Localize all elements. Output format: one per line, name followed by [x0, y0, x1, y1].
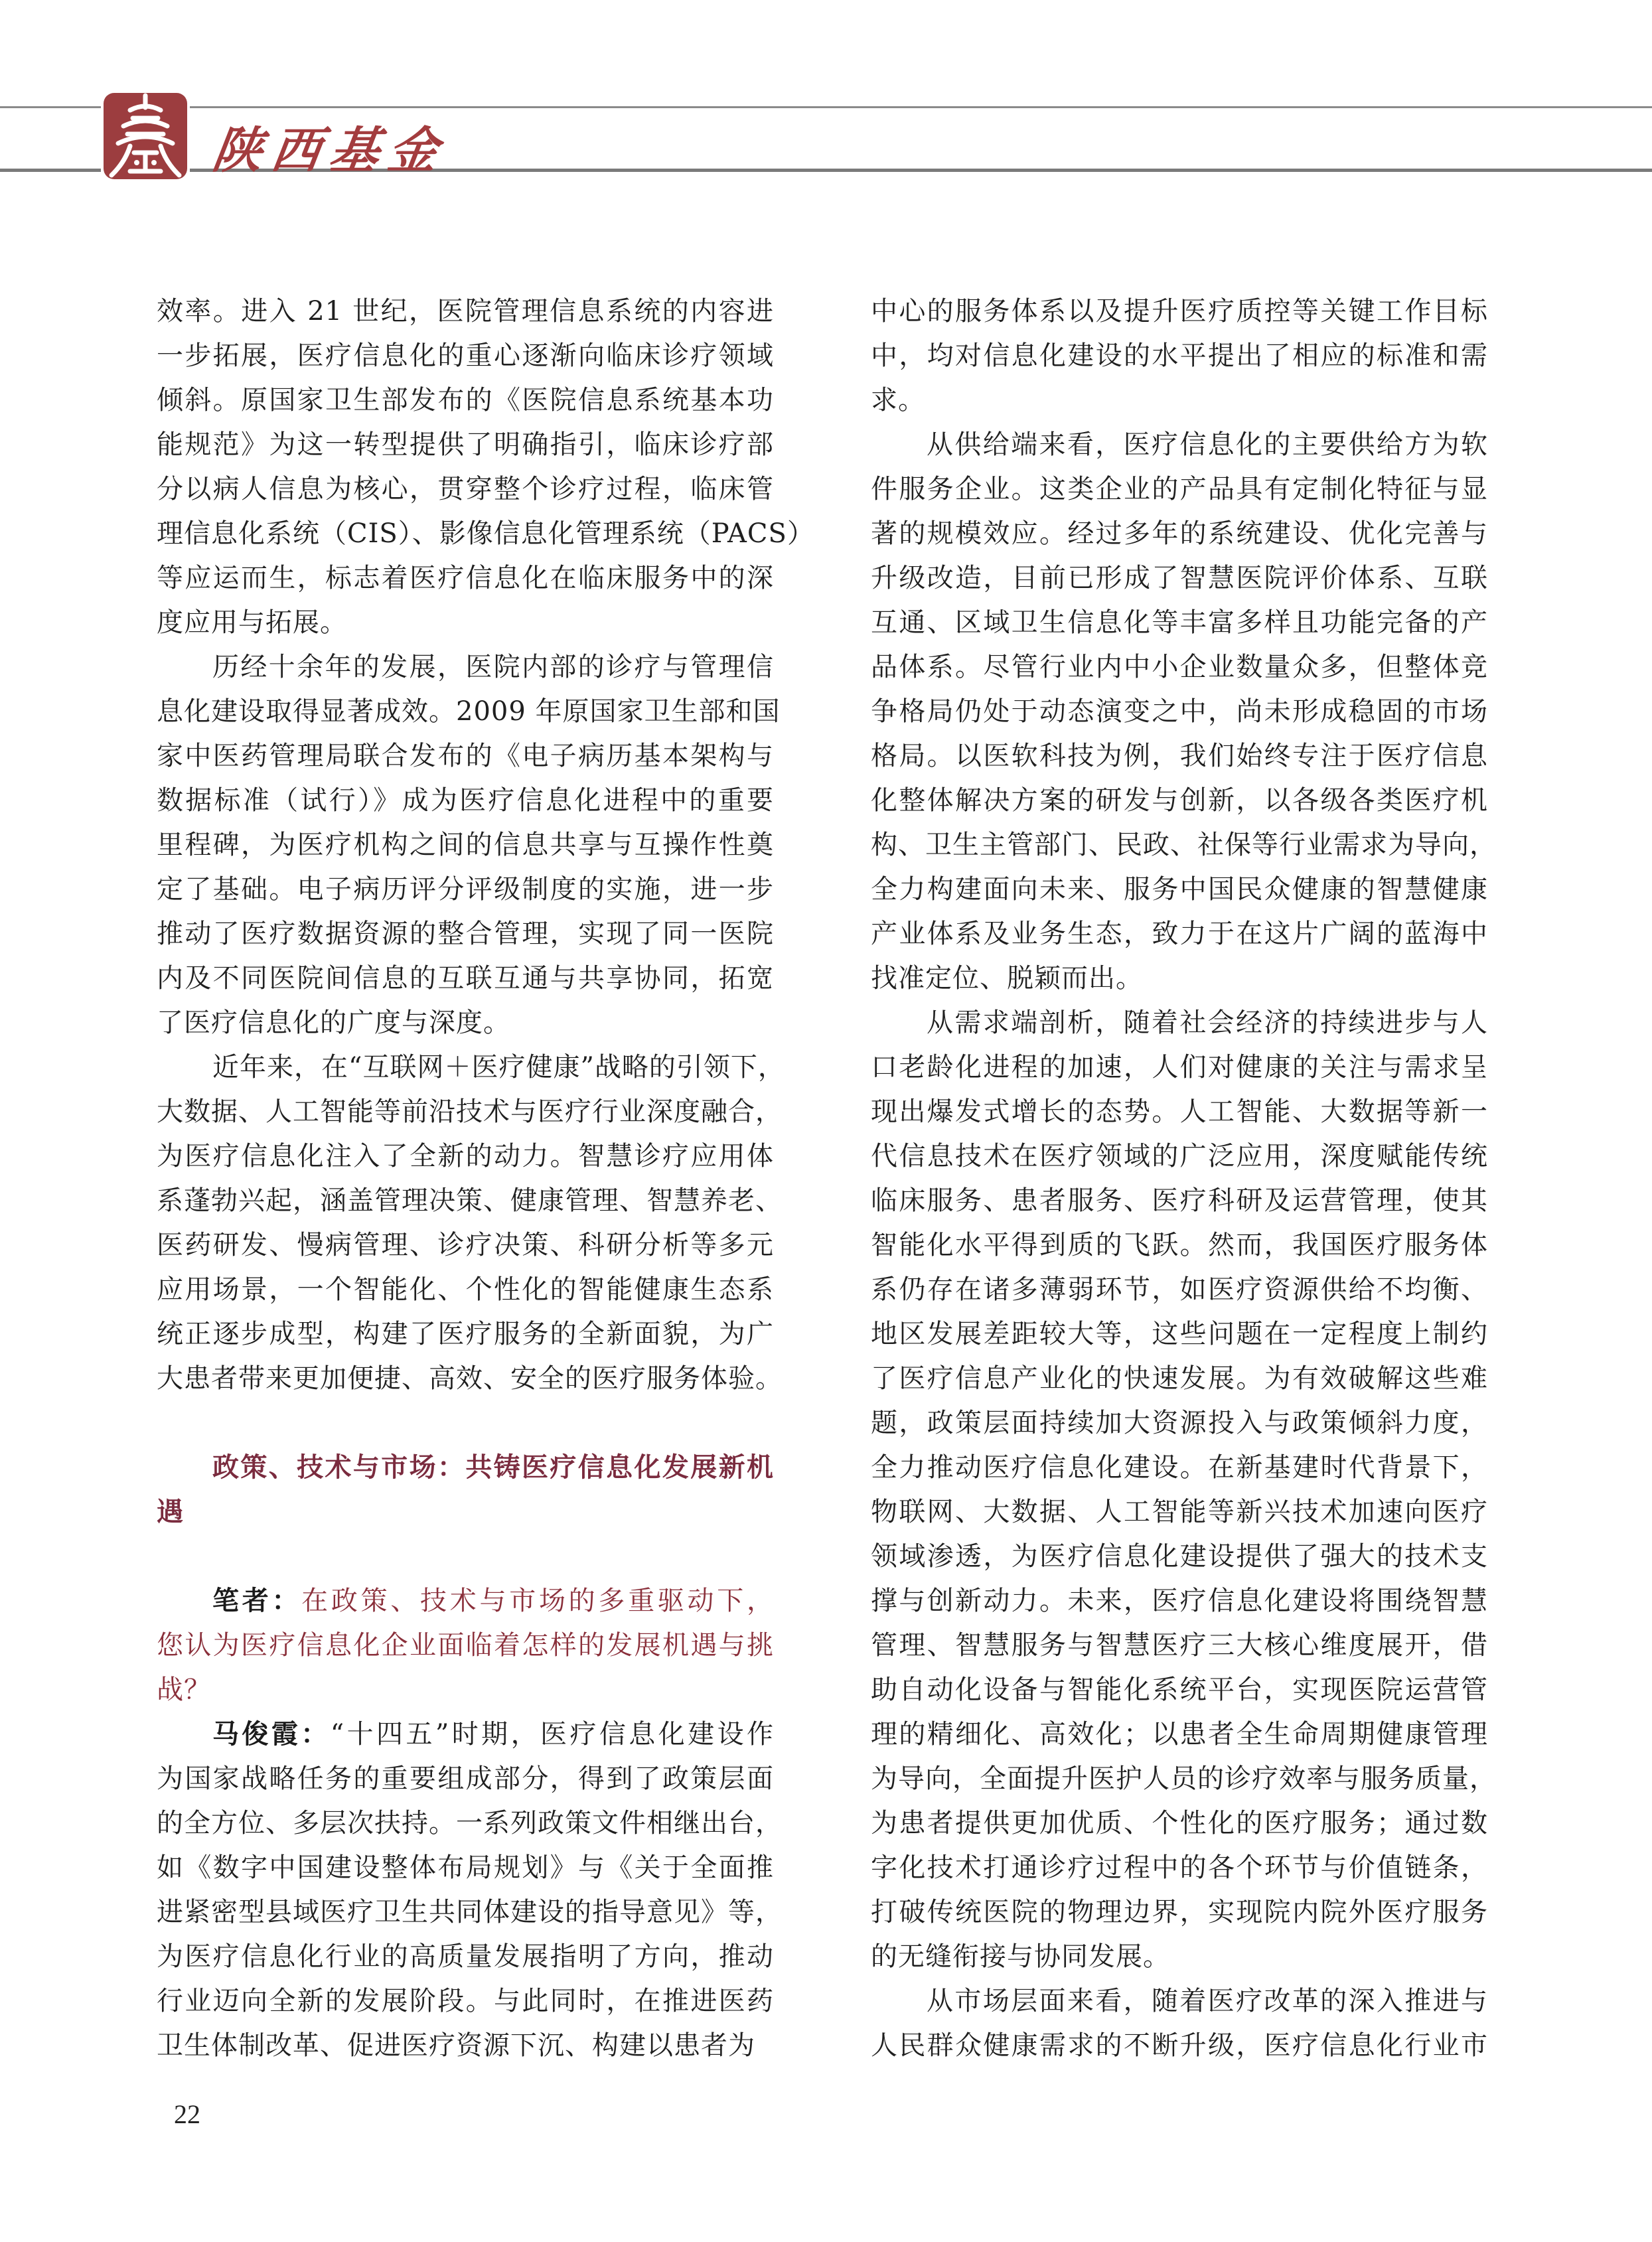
paragraph: [871, 289, 1488, 423]
text-line: 撑与创新动力。未来，医疗信息化建设将围绕智慧: [871, 1586, 1488, 1616]
text-line: 数据标准（试行）》成为医疗信息化进程中的重要: [157, 785, 774, 816]
text-line: 分以病人信息为核心，贯穿整个诊疗过程，临床管: [157, 474, 774, 504]
text-line: 政策、技术与市场：共铸医疗信息化发展新机: [212, 1452, 774, 1483]
text-line: 争格局仍处于动态演变之中，尚未形成稳固的市场: [871, 696, 1488, 727]
text-line: 进紧密型县域医疗卫生共同体建设的指导意见》等，: [157, 1897, 783, 1927]
text-line: 临床服务、患者服务、医疗科研及运营管理，使其: [871, 1185, 1488, 1216]
text-line: 从市场层面来看，随着医疗改革的深入推进与: [927, 1986, 1488, 2016]
text-line: 管理、智慧服务与智慧医疗三大核心维度展开，借: [871, 1630, 1488, 1661]
text-line: 定了基础。电子病历评分评级制度的实施，进一步: [157, 874, 774, 905]
text-line: 了医疗信息产业化的快速发展。为有效破解这些难: [871, 1363, 1488, 1394]
section-heading: [157, 1446, 774, 1534]
logo: [101, 92, 190, 181]
text-line: 一步拓展，医疗信息化的重心逐渐向临床诊疗领域: [157, 340, 774, 371]
paragraph: [871, 1001, 1497, 1979]
text-line: 字化技术打通诊疗过程中的各个环节与价值链条，: [871, 1852, 1488, 1883]
text-line: 了医疗信息化的广度与深度。: [157, 1008, 510, 1038]
text-line: 中，均对信息化建设的水平提出了相应的标准和需: [871, 340, 1488, 371]
text-line: 件服务企业。这类企业的产品具有定制化特征与显: [871, 474, 1488, 504]
text-line: 统正逐步成型，构建了医疗服务的全新面貌，为广: [157, 1319, 774, 1349]
paragraph: [871, 1979, 1488, 2068]
text-line: 里程碑，为医疗机构之间的信息共享与互操作性奠: [157, 830, 774, 860]
paragraph: [157, 1045, 785, 1401]
text-line: 著的规模效应。经过多年的系统建设、优化完善与: [871, 518, 1488, 549]
text-line: 代信息技术在医疗领域的广泛应用，深度赋能传统: [871, 1141, 1488, 1171]
text-line: 应用场景，一个智能化、个性化的智能健康生态系: [157, 1274, 774, 1305]
line-text: “十四五”时期，医疗信息化建设作: [330, 1719, 775, 1750]
paragraph: [871, 423, 1497, 1001]
text-line: 现出爆发式增长的态势。人工智能、大数据等新一: [871, 1096, 1488, 1127]
text-line: 理信息化系统（CIS）、影像信息化管理系统（PACS）: [157, 518, 814, 549]
right-column: [871, 289, 1497, 2068]
text-line: 推动了医疗数据资源的整合管理，实现了同一医院: [157, 919, 774, 949]
text-line: 为导向，全面提升医护人员的诊疗效率与服务质量，: [871, 1763, 1497, 1794]
text-line: 找准定位、脱颖而出。: [871, 963, 1143, 994]
text-line: 为患者提供更加优质、个性化的医疗服务；通过数: [871, 1808, 1488, 1838]
text-line: 理的精细化、高效化；以患者全生命周期健康管理: [871, 1719, 1488, 1750]
text-line: 卫生体制改革、促进医疗资源下沉、构建以患者为: [157, 2030, 755, 2061]
text-line: 为医疗信息化行业的高质量发展指明了方向，推动: [157, 1941, 774, 1972]
text-line: 物联网、大数据、人工智能等新兴技术加速向医疗: [871, 1497, 1488, 1527]
text-line: 您认为医疗信息化企业面临着怎样的发展机遇与挑: [157, 1630, 774, 1661]
text-line: 如《数字中国建设整体布局规划》与《关于全面推: [157, 1852, 774, 1883]
text-line: 全力构建面向未来、服务中国民众健康的智慧健康: [871, 874, 1488, 905]
text-line: 从需求端剖析，随着社会经济的持续进步与人: [927, 1008, 1488, 1038]
text-line: 度应用与拓展。: [157, 607, 347, 638]
text-line: 遇: [157, 1497, 184, 1527]
text-line: 品体系。尽管行业内中小企业数量众多，但整体竞: [871, 652, 1488, 682]
text-line: [157, 1579, 774, 1623]
paragraph: [157, 289, 814, 645]
spacer: [157, 1401, 774, 1446]
speaker-label: 笔者：: [212, 1586, 302, 1616]
text-line: 全力推动医疗信息化建设。在新基建时代背景下，: [871, 1452, 1488, 1483]
text-line: [157, 1712, 774, 1757]
text-line: 人民群众健康需求的不断升级，医疗信息化行业市: [871, 2030, 1488, 2061]
text-line: 大患者带来更加便捷、高效、安全的医疗服务体验。: [157, 1363, 783, 1394]
paragraph: [157, 645, 781, 1045]
text-line: 为国家战略任务的重要组成部分，得到了政策层面: [157, 1763, 774, 1794]
text-line: 口老龄化进程的加速，人们对健康的关注与需求呈: [871, 1052, 1488, 1083]
text-line: 系仍存在诸多薄弱环节，如医疗资源供给不均衡、: [871, 1274, 1488, 1305]
speaker-label: 马俊霞：: [212, 1719, 331, 1750]
text-line: 地区发展差距较大等，这些问题在一定程度上制约: [871, 1319, 1488, 1349]
text-line: 为医疗信息化注入了全新的动力。智慧诊疗应用体: [157, 1141, 774, 1171]
spacer: [157, 1534, 774, 1579]
text-line: 构、卫生主管部门、民政、社保等行业需求为导向，: [871, 830, 1497, 860]
page-number: 22: [174, 2099, 200, 2129]
text-line: 互通、区域卫生信息化等丰富多样且功能完备的产: [871, 607, 1488, 638]
text-line: 等应运而生，标志着医疗信息化在临床服务中的深: [157, 563, 774, 593]
text-line: 内及不同医院间信息的互联互通与共享协同，拓宽: [157, 963, 774, 994]
text-line: 打破传统医院的物理边界，实现院内院外医疗服务: [871, 1897, 1488, 1927]
text-line: 求。: [871, 385, 925, 415]
text-line: 息化建设取得显著成效。2009 年原国家卫生部和国: [157, 696, 781, 727]
text-line: 能规范》为这一转型提供了明确指引，临床诊疗部: [157, 429, 774, 460]
text-line: 的全方位、多层次扶持。一系列政策文件相继出台，: [157, 1808, 783, 1838]
text-line: 大数据、人工智能等前沿技术与医疗行业深度融合，: [157, 1096, 783, 1127]
text-line: 产业体系及业务生态，致力于在这片广阔的蓝海中: [871, 919, 1488, 949]
text-line: 领域渗透，为医疗信息化建设提供了强大的技术支: [871, 1541, 1488, 1572]
text-line: 格局。以医软科技为例，我们始终专注于医疗信息: [871, 741, 1488, 771]
text-line: 从供给端来看，医疗信息化的主要供给方为软: [927, 429, 1488, 460]
text-line: 医药研发、慢病管理、诊疗决策、科研分析等多元: [157, 1230, 774, 1260]
brand-title: 陕西基金: [209, 122, 451, 179]
text-line: 化整体解决方案的研发与创新，以各级各类医疗机: [871, 785, 1488, 816]
text-line: 效率。进入 21 世纪，医院管理信息系统的内容进: [157, 296, 774, 327]
line-text: 在政策、技术与市场的多重驱动下，: [301, 1586, 775, 1616]
text-line: 系蓬勃兴起，涵盖管理决策、健康管理、智慧养老、: [157, 1185, 783, 1216]
header-rule-top: [0, 106, 1652, 108]
text-line: 行业迈向全新的发展阶段。与此同时，在推进医药: [157, 1986, 774, 2016]
text-line: 升级改造，目前已形成了智慧医院评价体系、互联: [871, 563, 1488, 593]
interviewer-question: [157, 1579, 774, 1712]
text-line: 助自动化设备与智能化系统平台，实现医院运营管: [871, 1675, 1488, 1705]
text-line: 历经十余年的发展，医院内部的诊疗与管理信: [212, 652, 774, 682]
pagoda-logo-icon: [104, 93, 187, 179]
text-line: 近年来，在“互联网＋医疗健康”战略的引领下，: [212, 1052, 785, 1083]
text-line: 的无缝衔接与协同发展。: [871, 1941, 1170, 1972]
text-line: 倾斜。原国家卫生部发布的《医院信息系统基本功: [157, 385, 774, 415]
text-line: 智能化水平得到质的飞跃。然而，我国医疗服务体: [871, 1230, 1488, 1260]
text-line: 题，政策层面持续加大资源投入与政策倾斜力度，: [871, 1408, 1488, 1438]
text-line: 家中医药管理局联合发布的《电子病历基本架构与: [157, 741, 774, 771]
text-line: 中心的服务体系以及提升医疗质控等关键工作目标: [871, 296, 1488, 327]
text-line: 战？: [157, 1675, 211, 1705]
interviewee-answer: [157, 1712, 783, 2068]
left-column: [157, 289, 814, 2068]
